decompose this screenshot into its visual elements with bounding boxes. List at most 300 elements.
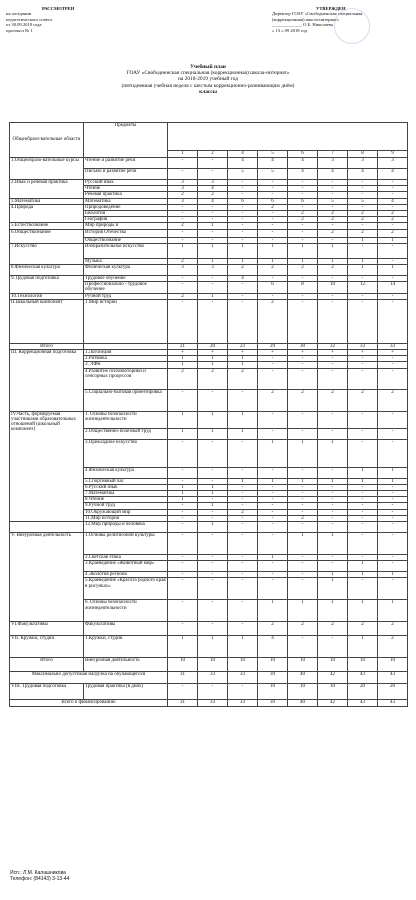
hours-cell: 1: [198, 522, 228, 533]
hours-cell: -: [168, 572, 198, 578]
hours-cell: 1: [348, 237, 378, 243]
hours-cell: -: [198, 237, 228, 243]
hours-cell: 1: [228, 258, 258, 264]
hours-cell: 3: [378, 158, 408, 169]
hours-cell: -: [348, 522, 378, 533]
hours-cell: -: [198, 622, 228, 636]
hours-cell: -: [378, 223, 408, 229]
hours-cell: -: [348, 503, 378, 509]
hours-cell: 1: [378, 265, 408, 276]
hours-cell: -: [318, 484, 348, 490]
subject-cell: География: [84, 217, 168, 223]
hours-cell: 1: [198, 223, 228, 229]
hours-cell: 2: [258, 389, 288, 411]
area-cell: V. Внеурочная деятельность: [10, 533, 84, 622]
hours-cell: 2: [348, 217, 378, 223]
hours-cell: 1: [198, 484, 228, 490]
hours-cell: -: [318, 204, 348, 210]
hours-cell: 2: [348, 389, 378, 411]
hours-cell: -: [168, 533, 198, 555]
hours-cell: 2: [318, 211, 348, 217]
hours-cell: -: [228, 503, 258, 509]
hours-cell: 2: [168, 293, 198, 299]
hours-cell: -: [228, 282, 258, 293]
hours-cell: 1: [168, 491, 198, 497]
hours-cell: -: [258, 522, 288, 533]
hours-cell: 4: [318, 169, 348, 180]
hours-cell: 8: [288, 282, 318, 293]
hours-cell: -: [198, 684, 228, 700]
hours-cell: 1: [378, 600, 408, 622]
area-cell: VIII. Трудовая подготовка: [10, 684, 84, 700]
hours-cell: -: [378, 299, 408, 343]
hours-cell: 1: [288, 243, 318, 258]
grade-header: 4: [228, 151, 258, 158]
title-week-note: (пятидневная учебная неделя с шестым коррекционно-развивающим днём): [121, 82, 295, 89]
hours-cell: -: [378, 484, 408, 490]
hours-cell: -: [318, 428, 348, 439]
area-cell: VII. Кружки, студии: [10, 636, 84, 658]
hours-cell: 3: [168, 265, 198, 276]
hours-cell: 33: [378, 343, 408, 349]
hours-cell: -: [168, 503, 198, 509]
hours-cell: -: [258, 237, 288, 243]
approved-heading: УТВЕРЖДЕН: [316, 6, 346, 11]
hours-cell: -: [288, 572, 318, 578]
hours-cell: -: [258, 293, 288, 299]
subject-cell: 6.Русский язык: [84, 484, 168, 490]
hours-cell: -: [318, 467, 348, 478]
hours-cell: 2: [228, 368, 258, 389]
table-row: [10, 700, 408, 707]
hours-cell: 43: [378, 672, 408, 684]
hours-cell: -: [228, 299, 258, 343]
hours-cell: 1: [228, 636, 258, 658]
phone-line: Телефон: (84143) 3-13-44: [10, 876, 70, 882]
hours-cell: -: [318, 411, 348, 428]
hours-cell: -: [378, 362, 408, 368]
subject-cell: 3.Краеведение «Животный мир»: [84, 561, 168, 572]
hours-cell: -: [348, 293, 378, 299]
hours-cell: -: [288, 561, 318, 572]
hours-cell: -: [348, 192, 378, 198]
subject-cell: Чтение и развитие речи: [84, 158, 168, 169]
hours-cell: 1: [228, 243, 258, 258]
hours-cell: -: [378, 293, 408, 299]
curriculum-table: [9, 122, 408, 707]
hours-cell: 1: [258, 258, 288, 264]
hours-cell: -: [168, 282, 198, 293]
hours-cell: -: [378, 368, 408, 389]
subject-cell: Профессионально - трудовое обучение: [84, 282, 168, 293]
title-main: Учебный план: [190, 64, 226, 70]
hours-cell: -: [258, 211, 288, 217]
hours-cell: -: [318, 522, 348, 533]
subject-cell: 9.Ручной труд: [84, 503, 168, 509]
hours-cell: -: [378, 578, 408, 600]
hours-cell: 1: [348, 572, 378, 578]
hours-cell: 1: [258, 243, 288, 258]
hours-cell: -: [378, 186, 408, 192]
hours-cell: -: [258, 561, 288, 572]
hours-cell: 2: [168, 192, 198, 198]
hours-cell: 2: [378, 217, 408, 223]
hours-cell: 1: [318, 578, 348, 600]
hours-cell: 10: [318, 658, 348, 672]
hours-cell: 1: [168, 636, 198, 658]
hours-cell: -: [228, 186, 258, 192]
hours-cell: -: [318, 368, 348, 389]
hours-cell: 6: [228, 198, 258, 204]
subject-cell: Трудовая практика (в днях): [84, 684, 168, 700]
hours-cell: 40: [288, 672, 318, 684]
hours-cell: 2: [318, 622, 348, 636]
hours-cell: -: [348, 243, 378, 258]
hours-cell: 1: [348, 467, 378, 478]
subject-cell: Чтение: [84, 186, 168, 192]
hours-cell: -: [258, 533, 288, 555]
hours-cell: 1: [258, 478, 288, 484]
hours-cell: -: [258, 411, 288, 428]
hours-cell: -: [348, 299, 378, 343]
subject-cell: Трудовое обучение: [84, 276, 168, 282]
hours-cell: -: [168, 467, 198, 478]
hours-cell: 31: [168, 672, 198, 684]
hours-cell: -: [348, 186, 378, 192]
hours-cell: 1: [288, 533, 318, 555]
hours-cell: -: [228, 229, 258, 237]
hours-cell: +: [258, 350, 288, 356]
subject-cell: 12.Мир природы и человека: [84, 522, 168, 533]
hours-cell: -: [378, 428, 408, 439]
hours-cell: -: [198, 578, 228, 600]
hours-cell: +: [288, 350, 318, 356]
hours-cell: 10: [258, 658, 288, 672]
hours-cell: 20: [378, 684, 408, 700]
hours-cell: -: [288, 484, 318, 490]
hours-cell: -: [378, 411, 408, 428]
hours-cell: 3: [168, 180, 198, 186]
hours-cell: -: [288, 497, 318, 503]
hours-cell: -: [348, 428, 378, 439]
hours-cell: +: [228, 350, 258, 356]
hours-cell: -: [258, 368, 288, 389]
hours-cell: 2: [288, 211, 318, 217]
hours-cell: 4: [378, 198, 408, 204]
hours-cell: 4: [258, 636, 288, 658]
hours-cell: 2: [318, 389, 348, 411]
area-cell: VI.Факультативы: [10, 622, 84, 636]
hours-cell: 1: [198, 293, 228, 299]
approved-line: Директор ГОАУ «Свободненская специальная: [272, 11, 363, 17]
hours-cell: 2: [258, 299, 288, 343]
hours-cell: -: [318, 223, 348, 229]
hours-cell: -: [348, 578, 378, 600]
approved-line: (коррекционная) школа-интернат»: [272, 16, 340, 22]
hours-cell: -: [168, 169, 198, 180]
table-header-row: [10, 123, 408, 151]
hours-cell: -: [288, 522, 318, 533]
hours-cell: 2: [288, 622, 318, 636]
subject-cell: Математика: [84, 198, 168, 204]
table-row: [10, 265, 408, 276]
hours-cell: -: [198, 533, 228, 555]
subject-cell: 7.Математика: [84, 491, 168, 497]
hours-cell: 2: [318, 265, 348, 276]
hours-cell: 1: [378, 237, 408, 243]
area-cell: Итого: [10, 343, 84, 349]
hours-cell: -: [228, 484, 258, 490]
hours-cell: -: [348, 356, 378, 362]
subject-cell: Мир природы и: [84, 223, 168, 229]
hours-cell: -: [348, 555, 378, 561]
hours-cell: 6: [258, 198, 288, 204]
hours-cell: -: [378, 509, 408, 515]
hours-cell: 33: [228, 672, 258, 684]
hours-cell: -: [228, 515, 258, 521]
area-cell: IV.Часть, формируемая участниками образовательных отношений (школьный компонент): [10, 411, 84, 521]
hours-cell: -: [198, 555, 228, 561]
hours-cell: -: [198, 600, 228, 622]
hours-cell: -: [318, 362, 348, 368]
hours-cell: 10: [228, 658, 258, 672]
hours-cell: 5: [348, 198, 378, 204]
hours-cell: -: [288, 411, 318, 428]
hours-cell: 1: [228, 356, 258, 362]
subject-cell: История Отечества: [84, 229, 168, 237]
area-cell: 8.Физическая культура: [10, 265, 84, 276]
hours-cell: -: [198, 515, 228, 521]
hours-cell: -: [378, 503, 408, 509]
hours-cell: -: [228, 293, 258, 299]
reviewed-heading: РАССМОТРЕН: [42, 6, 75, 11]
hours-cell: -: [198, 389, 228, 411]
subject-cell: Физическая культура: [84, 265, 168, 276]
hours-cell: -: [258, 578, 288, 600]
hours-cell: -: [318, 356, 348, 362]
hours-cell: 4: [258, 158, 288, 169]
hours-cell: -: [168, 509, 198, 515]
hours-cell: +: [348, 350, 378, 356]
table-row: [10, 684, 408, 700]
hours-cell: -: [288, 356, 318, 362]
hours-cell: -: [258, 491, 288, 497]
grade-header: 8: [348, 151, 378, 158]
subject-cell: Факультативы: [84, 622, 168, 636]
subject-cell: Изобразительное искусство: [84, 243, 168, 258]
hours-cell: 2: [348, 211, 378, 217]
area-cell: Максимально допустимая нагрузка на обучающегося: [10, 672, 168, 684]
grade-header: 6: [288, 151, 318, 158]
area-cell: 10.Технология: [10, 293, 84, 299]
hours-cell: 1: [168, 362, 198, 368]
hours-cell: 2: [288, 217, 318, 223]
hours-cell: -: [258, 180, 288, 186]
hours-cell: -: [288, 180, 318, 186]
hours-cell: +: [318, 350, 348, 356]
hours-cell: -: [228, 192, 258, 198]
hours-cell: 1: [348, 478, 378, 484]
hours-cell: -: [168, 600, 198, 622]
hours-cell: 42: [318, 672, 348, 684]
subject-cell: Речевая практика: [84, 192, 168, 198]
hours-cell: -: [198, 204, 228, 210]
hours-cell: 1: [168, 428, 198, 439]
subject-cell: Ручной труд: [84, 293, 168, 299]
hours-cell: 33: [198, 672, 228, 684]
hours-cell: 10: [318, 684, 348, 700]
director-signature-line: _____________ О.Б. Николаева: [272, 22, 333, 28]
subject-cell: 2.Общественно-полезный труд: [84, 428, 168, 439]
hours-cell: 2: [378, 229, 408, 237]
hours-cell: 1: [168, 497, 198, 503]
hours-cell: -: [288, 509, 318, 515]
hours-cell: -: [288, 555, 318, 561]
hours-cell: 2: [288, 515, 318, 521]
hours-cell: -: [258, 497, 288, 503]
subject-cell: 4.Физическая культура: [84, 467, 168, 478]
header-grades-span: [168, 123, 408, 151]
table-row: [10, 522, 408, 533]
hours-cell: 4: [348, 169, 378, 180]
hours-cell: 4: [228, 276, 258, 282]
hours-cell: 2: [168, 223, 198, 229]
hours-cell: -: [228, 223, 258, 229]
hours-cell: -: [348, 276, 378, 282]
area-cell: 3.Математика: [10, 198, 84, 204]
hours-cell: -: [168, 515, 198, 521]
hours-cell: 1: [348, 561, 378, 572]
hours-cell: -: [228, 237, 258, 243]
hours-cell: -: [318, 636, 348, 658]
hours-cell: -: [318, 503, 348, 509]
hours-cell: 2: [288, 389, 318, 411]
area-cell: 5.Естествознание: [10, 223, 84, 229]
hours-cell: -: [318, 509, 348, 515]
hours-cell: 33: [198, 700, 228, 707]
hours-cell: 1: [288, 478, 318, 484]
hours-cell: 43: [348, 672, 378, 684]
hours-cell: -: [168, 158, 198, 169]
hours-cell: 2: [198, 192, 228, 198]
hours-cell: -: [228, 180, 258, 186]
hours-cell: -: [228, 204, 258, 210]
hours-cell: 1: [168, 484, 198, 490]
hours-cell: 5: [318, 198, 348, 204]
hours-cell: -: [258, 503, 288, 509]
hours-cell: 2: [318, 229, 348, 237]
hours-cell: -: [168, 237, 198, 243]
hours-cell: -: [228, 600, 258, 622]
area-cell: II.Школьный компонент: [10, 299, 84, 343]
hours-cell: 43: [378, 700, 408, 707]
hours-cell: 1: [198, 503, 228, 509]
hours-cell: 4: [198, 186, 228, 192]
hours-cell: 21: [168, 343, 198, 349]
hours-cell: -: [318, 192, 348, 198]
hours-cell: -: [258, 192, 288, 198]
hours-cell: -: [198, 282, 228, 293]
hours-cell: -: [288, 578, 318, 600]
hours-cell: 1: [168, 356, 198, 362]
hours-cell: -: [228, 561, 258, 572]
hours-cell: 3: [348, 158, 378, 169]
hours-cell: 14: [378, 282, 408, 293]
hours-cell: -: [228, 533, 258, 555]
hours-cell: -: [228, 578, 258, 600]
reviewed-line: педагогического совета: [6, 16, 52, 22]
hours-cell: -: [288, 204, 318, 210]
hours-cell: 29: [258, 343, 288, 349]
hours-cell: 1: [198, 356, 228, 362]
hours-cell: 40: [288, 700, 318, 707]
hours-cell: -: [228, 622, 258, 636]
hours-cell: -: [288, 503, 318, 509]
hours-cell: -: [288, 237, 318, 243]
hours-cell: 1: [198, 411, 228, 428]
hours-cell: 4: [378, 169, 408, 180]
hours-cell: 2: [348, 622, 378, 636]
hours-cell: -: [198, 276, 228, 282]
hours-cell: 1: [168, 411, 198, 428]
hours-cell: -: [258, 223, 288, 229]
hours-cell: 1: [318, 572, 348, 578]
hours-cell: -: [378, 258, 408, 264]
hours-cell: 1: [228, 362, 258, 368]
hours-cell: -: [198, 497, 228, 503]
hours-cell: 1: [318, 533, 348, 555]
subject-cell: Внеурочная деятельность: [84, 658, 168, 672]
hours-cell: 2: [378, 211, 408, 217]
grade-header: 2: [198, 151, 228, 158]
hours-cell: -: [168, 204, 198, 210]
hours-cell: -: [288, 186, 318, 192]
subject-cell: 10.Окружающий мир: [84, 509, 168, 515]
hours-cell: -: [288, 636, 318, 658]
hours-cell: 4: [228, 158, 258, 169]
hours-cell: -: [288, 491, 318, 497]
hours-cell: -: [258, 509, 288, 515]
hours-cell: -: [168, 389, 198, 411]
hours-cell: 2: [258, 622, 288, 636]
hours-cell: 2: [198, 368, 228, 389]
hours-cell: -: [348, 368, 378, 389]
header-subject: Предметы: [84, 123, 168, 158]
hours-cell: 1: [348, 636, 378, 658]
hours-cell: -: [228, 497, 258, 503]
hours-cell: -: [168, 555, 198, 561]
hours-cell: 1: [198, 258, 228, 264]
subject-cell: 1.Кружки, студии: [84, 636, 168, 658]
table-row: [10, 672, 408, 684]
subject-cell: 5.Спортивный час: [84, 478, 168, 484]
hours-cell: -: [198, 169, 228, 180]
subject-cell: 5.Краеведение «Красота родного края в рисунках»: [84, 578, 168, 600]
hours-cell: -: [198, 229, 228, 237]
hours-cell: 20: [348, 684, 378, 700]
hours-cell: 1: [318, 243, 348, 258]
subject-cell: 3. ЛФК: [84, 362, 168, 368]
hours-cell: -: [198, 158, 228, 169]
hours-cell: -: [228, 439, 258, 467]
hours-cell: -: [348, 362, 378, 368]
hours-cell: 10: [198, 658, 228, 672]
hours-cell: -: [288, 293, 318, 299]
subject-cell: 1. Основы безопасности жизнедеятельности: [84, 411, 168, 428]
subject-cell: Обществознание: [84, 237, 168, 243]
hours-cell: +: [198, 350, 228, 356]
hours-cell: -: [228, 491, 258, 497]
